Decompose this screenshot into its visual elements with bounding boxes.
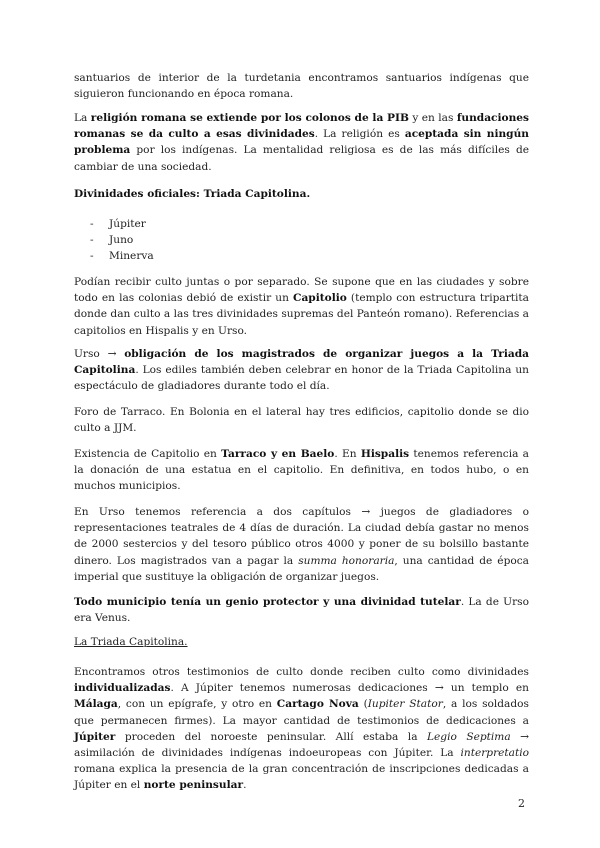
text-run: . (243, 779, 247, 792)
paragraph-santuarios: santuarios de interior de la turdetania encontramos santuarios indígenas que siguieron funcionando en época romana. (74, 72, 529, 101)
bold-run: Málaga (74, 698, 118, 711)
heading-text: La Triada Capitolina. (74, 636, 188, 648)
bold-run: norte peninsular (143, 779, 244, 792)
paragraph-capitolio (74, 274, 529, 339)
paragraph-testimonios-culto (74, 664, 529, 794)
list-item-text: Júpiter (109, 218, 146, 230)
bold-run: Tarraco y en Baelo (221, 448, 335, 460)
text-run: Urso → (74, 348, 125, 360)
bold-run: aceptada sin ningún problema (74, 128, 529, 157)
italic-run: interpretatio (460, 747, 529, 760)
text-run: La (74, 112, 91, 124)
paragraph-urso-juegos (74, 504, 529, 585)
bold-run: obligación de los magistrados de organizar juegos a la Triada Capitolina (74, 348, 529, 377)
dash-bullet: - (90, 250, 94, 262)
text-run: , a los soldados que permanecen firmes). La mayor cantidad de testimonios de dedicaciones a (74, 698, 529, 727)
text-run: . A Júpiter tenemos numerosas dedicaciones → un templo en (170, 682, 529, 695)
heading-divinidades-oficiales (74, 186, 529, 202)
paragraph-existencia-capitolio (74, 446, 529, 495)
bold-run: fundaciones romanas se da culto a esas divinidades (74, 112, 530, 141)
bold-run: religión romana se extiende por los colonos de la PIB (90, 112, 409, 124)
bold-run: Capitolio (293, 292, 347, 305)
text-run: por los indígenas. La mentalidad religiosa es de las más difíciles de cambiar de una sociedad. (74, 144, 529, 173)
paragraph-urso-obligacion (74, 346, 529, 395)
list-item-text: Juno (109, 234, 134, 246)
paragraph-genio-protector (74, 594, 529, 626)
text-run: (templo con estructura tripartita donde dan culto a las tres divinidades supremas del Panteón romano). Referencias a capitolios en Hispalis y en Urso. (74, 292, 529, 337)
text-run: y en las (408, 112, 457, 124)
text-run: . La religión es (314, 128, 405, 141)
italic-run: Iupiter Stator (367, 698, 443, 711)
text-run: En Urso tenemos referencia a dos capítulos → juegos de gladiadores o representaciones teatrales de 4 días de duración. La ciudad debía gastar no menos de 2000 sestercios y del tesoro público otros 4000 y poner de su bolsillo bastante dinero. Los magistrados van a pagar la (74, 506, 529, 567)
bold-run: Hispalis (360, 448, 410, 460)
list-item (74, 232, 529, 248)
page-number: 2 (518, 797, 525, 810)
text-run: . En (334, 448, 361, 460)
italic-run: summa honoraria (298, 554, 395, 567)
text-run: Existencia de Capitolio en (74, 448, 222, 460)
dash-bullet: - (90, 234, 94, 246)
text-run: , con un epígrafe, y otro en (117, 698, 277, 711)
bold-run: Júpiter (74, 730, 116, 743)
bold-run: Todo municipio tenía un genio protector y una divinidad tutelar (74, 596, 461, 608)
text-run: . Los ediles también deben celebrar en honor de la Triada Capitolina un espectáculo de gladiadores durante todo el día. (74, 364, 529, 393)
text-run: tenemos referencia a la donación de una estatua en el capitolio. En definitiva, en todos hubo, o en muchos municipios. (74, 448, 529, 493)
text-run: romana explica la presencia de la gran concentración de inscripciones dedicadas a Júpiter en el (74, 763, 529, 792)
text-run: Encontramos otros testimonios de culto donde reciben culto como divinidades (74, 666, 529, 678)
heading-triada-capitolina (74, 634, 529, 650)
gods-list (74, 216, 529, 264)
paragraph-foro-tarraco: Foro de Tarraco. En Bolonia en el lateral hay tres edificios, capitolio donde se dio culto a JJM. (74, 406, 529, 435)
text-run: , una cantidad de época imperial que sustituye la obligación de organizar juegos. (74, 554, 529, 583)
paragraph-religion-romana (74, 110, 529, 175)
list-item (74, 216, 529, 232)
text-run: ( (358, 698, 368, 711)
list-item-text: Minerva (109, 250, 154, 262)
italic-run: Legio Septima (427, 730, 511, 743)
bold-run: individualizadas (74, 682, 171, 695)
text-run: → asimilación de divinidades indígenas indoeuropeas con Júpiter. La (74, 730, 529, 760)
heading-text: Divinidades oficiales: Triada Capitolina. (74, 188, 311, 200)
text-run: . La de Urso era Venus. (74, 596, 529, 625)
dash-bullet: - (90, 218, 94, 230)
text-run: Podían recibir culto juntas o por separado. Se supone que en las ciudades y sobre todo en las colonias debió de existir un (74, 276, 529, 305)
bold-run: Cartago Nova (276, 698, 359, 711)
list-item (74, 248, 529, 264)
text-run: proceden del noroeste peninsular. Allí estaba la (115, 730, 427, 743)
